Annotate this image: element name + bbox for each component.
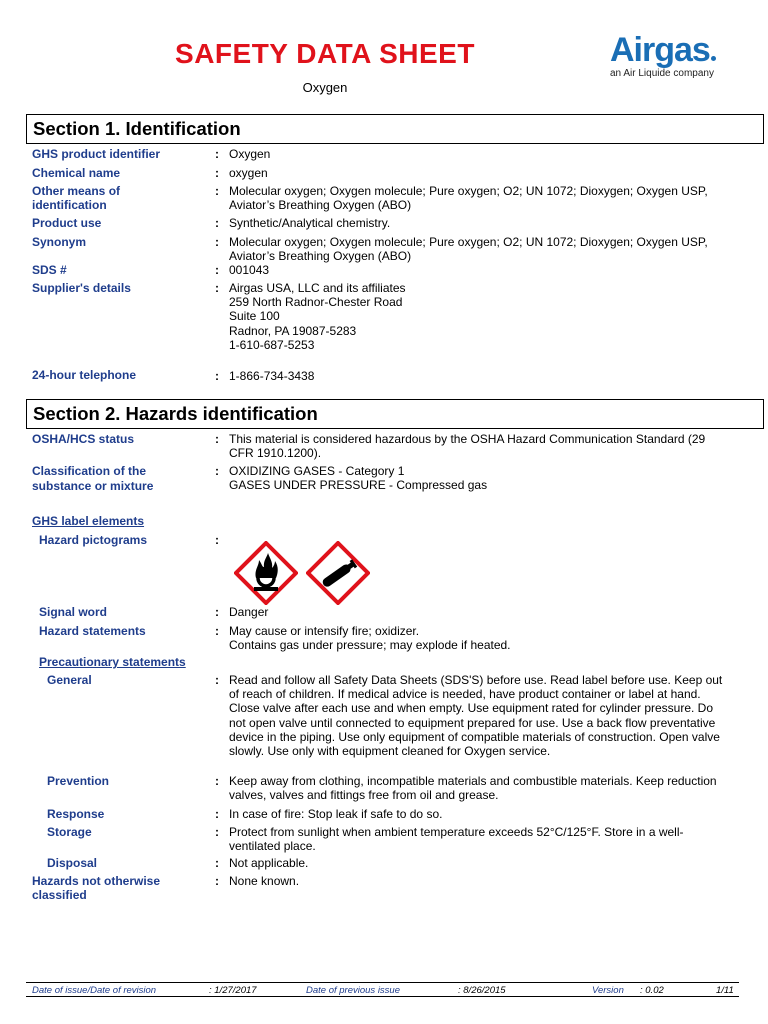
label-24h-telephone: 24-hour telephone: [32, 368, 137, 382]
footer-rule-top: [26, 982, 739, 983]
value-general: Read and follow all Safety Data Sheets (SDS'S) before use. Read label before use. Keep out of reach of children. If medical advice is needed, have product container or label at hand. Close valve after each use and when empty. Use equipment rated for cylinder pressure. Do not open valve until connected to equipment prepared for use. Use a back flow preventative device in the piping. Use only equipment of compatible materials of construction. Open valve slowly. Use only with equipment cleaned for Oxygen service.: [229, 673, 723, 759]
value-osha-status: This material is considered hazardous by the OSHA Hazard Communication Standard (29 CFR 1910.1200).: [229, 432, 706, 461]
company-logo: [610, 32, 750, 79]
value-signal-word: Danger: [229, 605, 269, 619]
value-sds-number: 001043: [229, 263, 270, 277]
footer-previous-issue-label: Date of previous issue: [306, 985, 400, 996]
value-ghs-product-identifier: Oxygen: [229, 147, 271, 161]
label-prevention: Prevention: [47, 774, 110, 788]
section-1-heading: Section 1. Identification: [26, 114, 764, 144]
value-response: In case of fire: Stop leak if safe to do so.: [229, 807, 443, 821]
logo-tagline: an Air Liquide company: [610, 68, 714, 79]
footer-version-value: : 0.02: [640, 985, 664, 996]
label-signal-word: Signal word: [39, 605, 108, 619]
value-synonym: Molecular oxygen; Oxygen molecule; Pure oxygen; O2; UN 1072; Dioxygen; Oxygen USP, Aviator’s Breathing Oxygen (ABO): [229, 235, 708, 264]
value-prevention: Keep away from clothing, incompatible materials and combustible materials. Keep reduction valves, valves and fittings free from oil and grease.: [229, 774, 717, 803]
label-other-means: Other means of identification: [32, 184, 121, 212]
colon: :: [215, 184, 219, 198]
value-hazards-not-classified: None known.: [229, 874, 300, 888]
label-response: Response: [47, 807, 105, 821]
logo-dot: [711, 56, 716, 61]
footer-issue-date: : 1/27/2017: [209, 985, 257, 996]
value-disposal: Not applicable.: [229, 856, 309, 870]
value-24h-telephone: 1-866-734-3438: [229, 369, 315, 383]
value-hazard-statements: May cause or intensify fire; oxidizer. Contains gas under pressure; may explode if heated.: [229, 624, 511, 653]
footer-page-number: 1/11: [716, 985, 734, 996]
value-supplier-details: Airgas USA, LLC and its affiliates 259 North Radnor-Chester Road Suite 100 Radnor, PA 19087-5283 1-610-687-5253: [229, 281, 406, 352]
label-disposal: Disposal: [47, 856, 98, 870]
label-chemical-name: Chemical name: [32, 166, 121, 180]
label-ghs-label-elements: GHS label elements: [32, 514, 145, 528]
label-storage: Storage: [47, 825, 92, 839]
colon: :: [215, 281, 219, 295]
label-general: General: [47, 673, 92, 687]
colon: :: [215, 216, 219, 230]
document-title: SAFETY DATA SHEET: [175, 38, 475, 69]
label-osha-status: OSHA/HCS status: [32, 432, 135, 446]
colon: :: [215, 807, 219, 821]
label-hazard-statements: Hazard statements: [39, 624, 146, 638]
label-hazard-pictograms: Hazard pictograms: [39, 533, 148, 547]
logo-wordmark: Airgas: [610, 31, 710, 69]
value-product-use: Synthetic/Analytical chemistry.: [229, 216, 391, 230]
footer-version-label: Version: [592, 985, 624, 996]
label-ghs-product-identifier: GHS product identifier: [32, 147, 161, 161]
flame-over-circle-icon: [234, 541, 298, 605]
gas-cylinder-icon: [306, 541, 370, 605]
footer-rule-bottom: [26, 996, 739, 997]
section-2-heading: Section 2. Hazards identification: [26, 399, 764, 429]
value-classification: OXIDIZING GASES - Category 1 GASES UNDER PRESSURE - Compressed gas: [229, 464, 488, 493]
label-classification: Classification of the substance or mixture: [32, 464, 154, 493]
colon: :: [215, 856, 219, 870]
colon: :: [215, 533, 219, 547]
colon: :: [215, 235, 219, 249]
colon: :: [215, 147, 219, 161]
footer-issue-label: Date of issue/Date of revision: [32, 985, 157, 996]
value-storage: Protect from sunlight when ambient temperature exceeds 52°C/125°F. Store in a well-ventilated place.: [229, 825, 684, 854]
label-precautionary-statements: Precautionary statements: [39, 655, 186, 669]
colon: :: [215, 825, 219, 839]
value-other-means: Molecular oxygen; Oxygen molecule; Pure oxygen; O2; UN 1072; Dioxygen; Oxygen USP, Aviator’s Breathing Oxygen (ABO): [229, 184, 708, 213]
colon: :: [215, 464, 219, 478]
colon: :: [215, 605, 219, 619]
colon: :: [215, 624, 219, 638]
label-hazards-not-classified: Hazards not otherwise classified: [32, 874, 161, 902]
label-sds-number: SDS #: [32, 263, 67, 277]
label-product-use: Product use: [32, 216, 102, 230]
colon: :: [215, 263, 219, 277]
label-supplier-details: Supplier's details: [32, 281, 131, 295]
product-name: Oxygen: [302, 80, 348, 95]
label-synonym: Synonym: [32, 235, 87, 249]
colon: :: [215, 673, 219, 687]
colon: :: [215, 369, 219, 383]
colon: :: [215, 166, 219, 180]
value-chemical-name: oxygen: [229, 166, 268, 180]
colon: :: [215, 432, 219, 446]
colon: :: [215, 774, 219, 788]
footer-previous-issue-date: : 8/26/2015: [458, 985, 506, 996]
colon: :: [215, 874, 219, 888]
